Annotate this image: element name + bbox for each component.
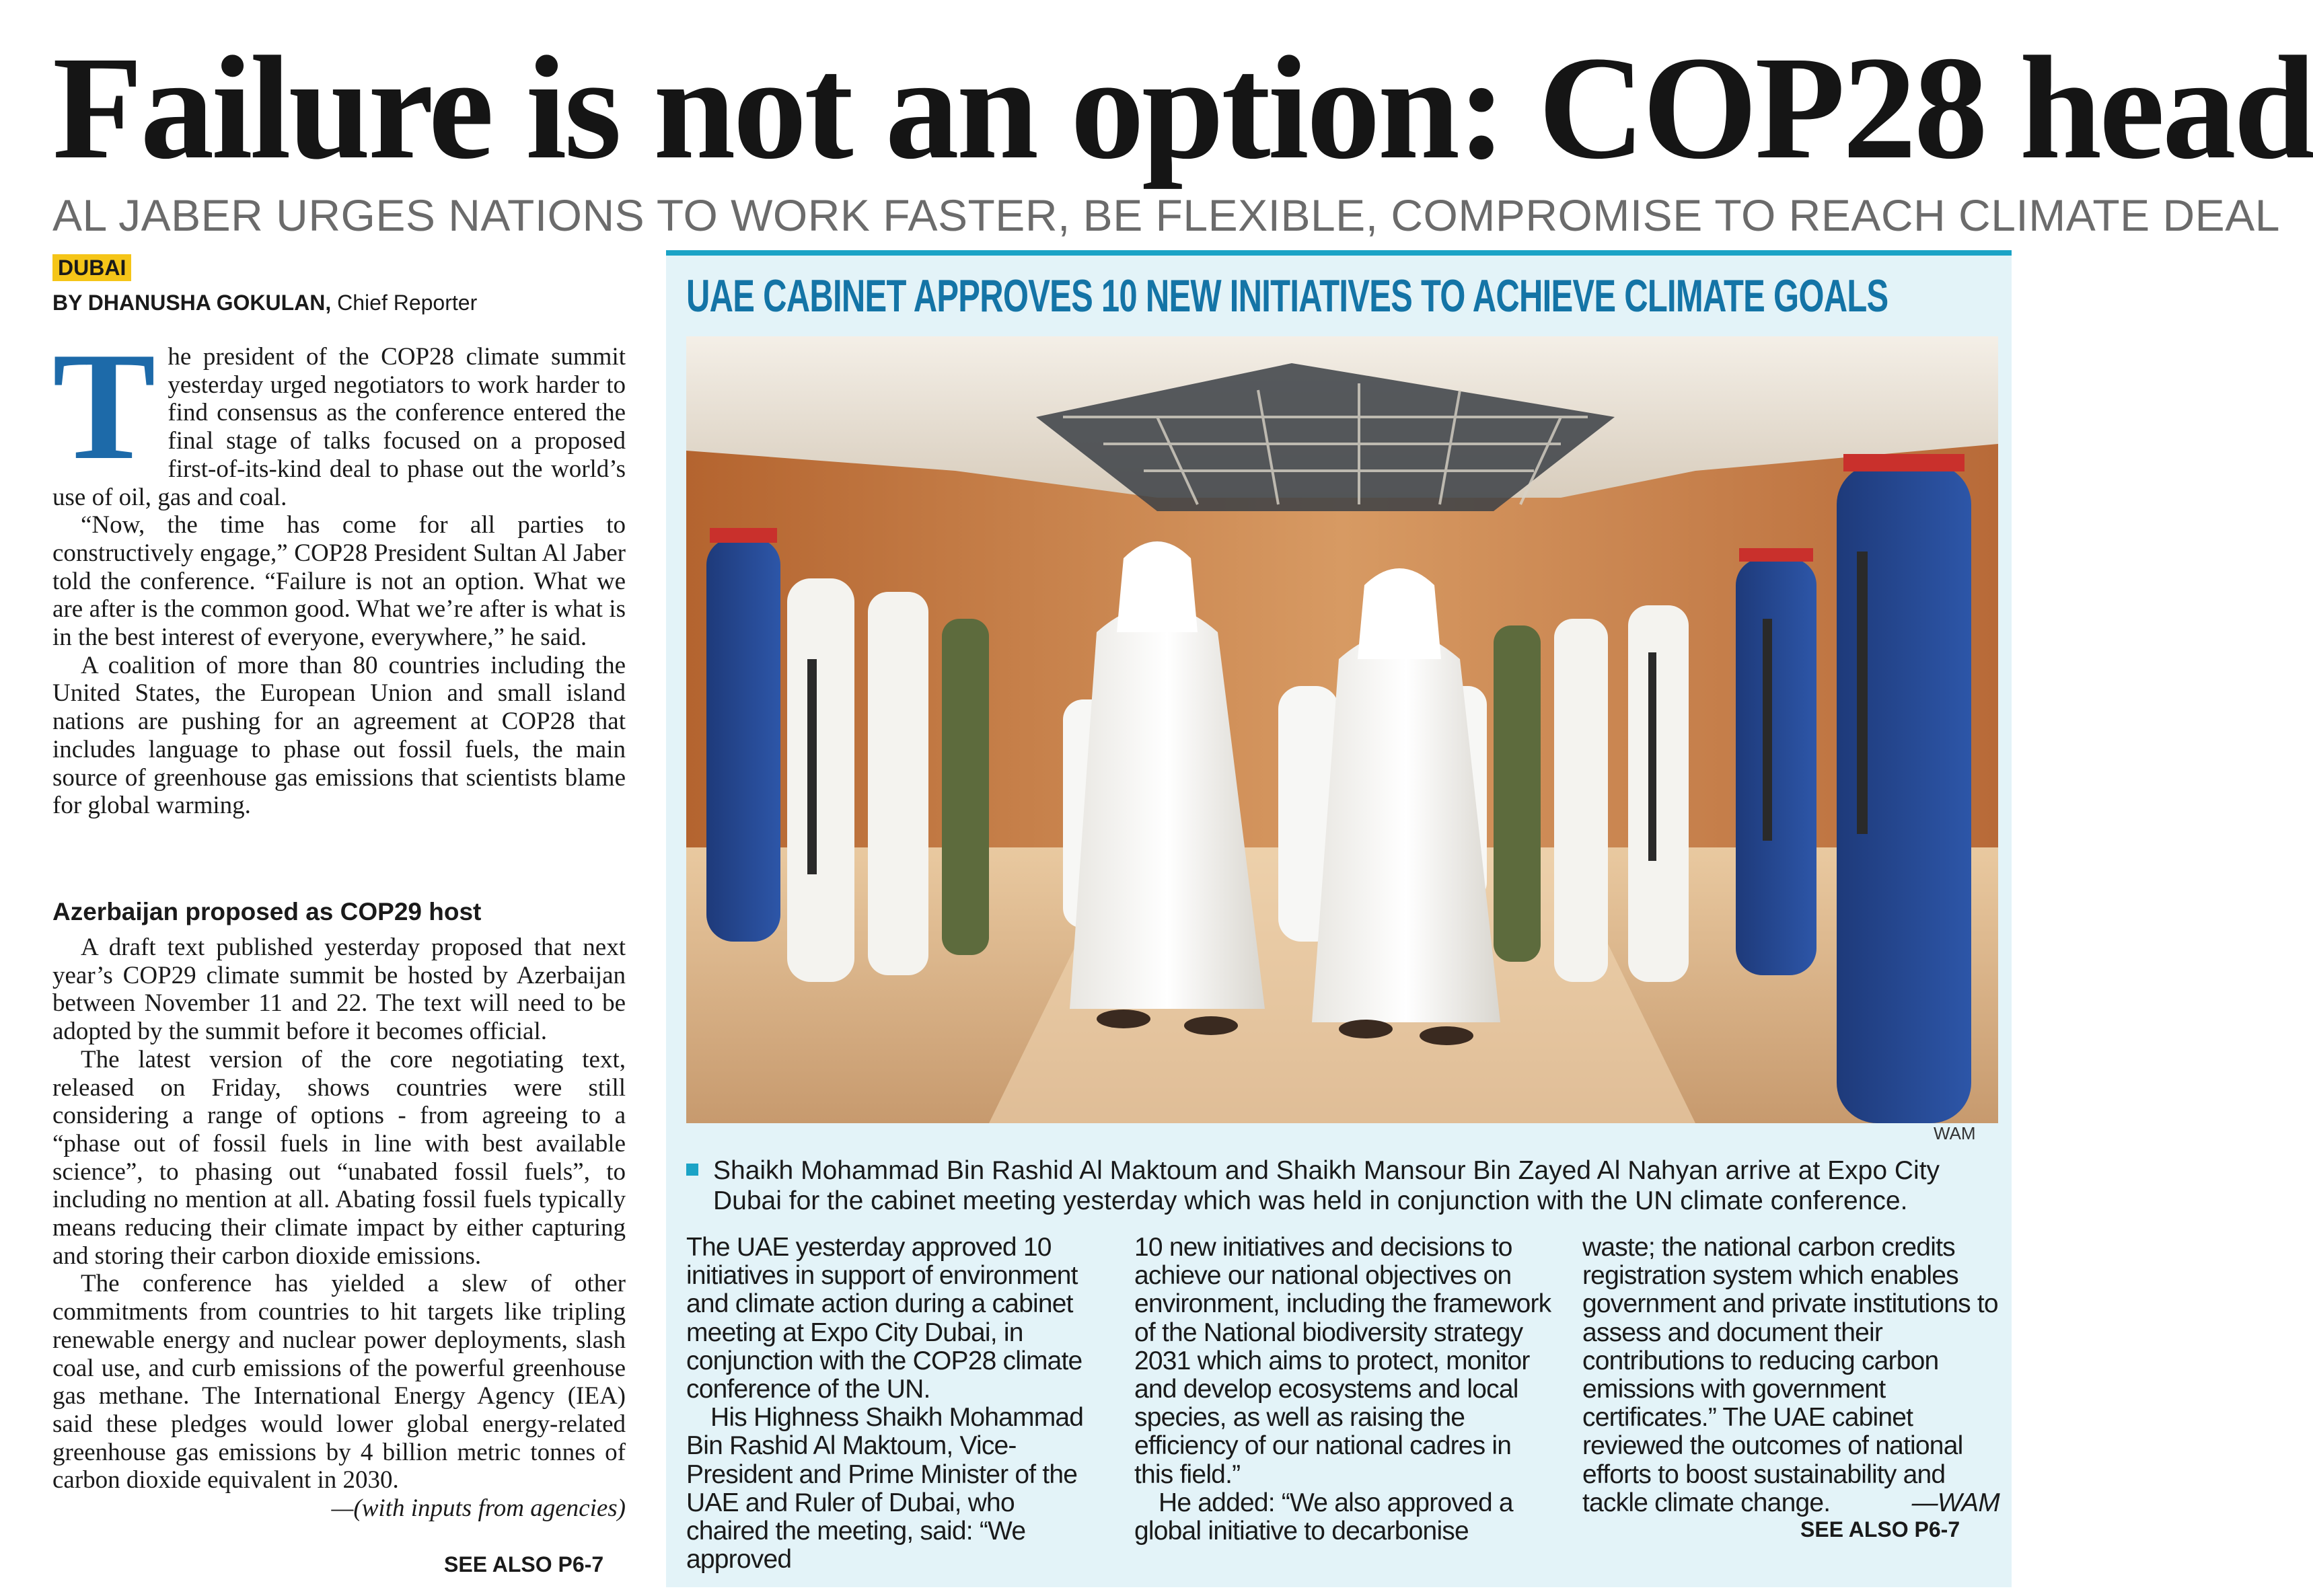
story-paragraph: he president of the COP28 climate summit yesterday urged negotiators to work harder to find consensus as the conference entered the final stage of talks focused on a proposed first-of-its-kind deal to phase out the world’s use of oil, gas and coal. — [52, 343, 626, 511]
sidebar-paragraph — [1582, 1233, 1999, 1517]
sidebar-paragraph-text: waste; the national carbon credits registration system which enables government and private institutions to assess and document their contributions to reducing carbon emissions with government certificates.” The UAE cabinet reviewed the outcomes of national efforts to boost sustainability and tackle climate change. — [1582, 1233, 1998, 1517]
dateline-badge: DUBAI — [52, 254, 131, 281]
headline: Failure is not an option: COP28 head — [52, 26, 2313, 190]
byline-author: BY DHANUSHA GOKULAN, — [52, 291, 332, 315]
subheadline: AL JABER URGES NATIONS TO WORK FASTER, BE FLEXIBLE, COMPROMISE TO REACH CLIMATE DEAL — [52, 190, 2280, 240]
see-also-link[interactable]: SEE ALSO P6-7 — [1800, 1517, 1960, 1542]
main-story-body — [52, 320, 626, 820]
photo-credit: WAM — [1934, 1123, 1976, 1143]
story-subhead: Azerbaijan proposed as COP29 host — [52, 898, 482, 925]
see-also-link[interactable]: SEE ALSO P6-7 — [444, 1552, 604, 1576]
sidebar-column-2 — [1134, 1233, 1551, 1546]
caption-bullet-icon — [686, 1164, 698, 1176]
story-paragraph — [52, 1270, 626, 1523]
story-paragraph: The latest version of the core negotiating text, released on Friday, shows countries were still considering a range of options - from agreeing to a “phase out of fossil fuels in line with best available science”, to phasing out “unabated fossil fuels”, to including no mention at all. Abating fossil fuels typically means reducing their climate impact by either capturing and storing their carbon dioxide emissions. — [52, 1045, 626, 1270]
sidebar-signoff: —WAM — [1911, 1488, 1999, 1517]
sidebar-headline: UAE CABINET APPROVES 10 NEW INITIATIVES TO ACHIEVE CLIMATE GOALS — [686, 270, 1888, 321]
sidebar-paragraph: He added: “We also approved a global initiative to decarbonise — [1134, 1488, 1513, 1546]
story-paragraph-text: The conference has yielded a slew of other commitments from countries to hit targets like tripling renewable energy and nuclear power deployments, slash coal use, and curb emissions of the powerful greenhouse gas methane. The International Energy Agency (IEA) said these pledges would lower global energy-related greenhouse gas emissions by 4 billion metric tonnes of carbon dioxide equivalent in 2030. — [52, 1270, 626, 1494]
drop-cap: T — [52, 320, 156, 492]
byline — [52, 289, 477, 316]
byline-role: Chief Reporter — [337, 291, 478, 315]
story-paragraph: A coalition of more than 80 countries including the United States, the European Union and small island nations are pushing for an agreement at COP28 that includes language to phase out fossil fuels, the main source of greenhouse gas emissions that scientists blame for global warming. — [52, 651, 626, 820]
sidebar-paragraph: His Highness Shaikh Mohammad Bin Rashid Al Maktoum, Vice-President and Prime Minister of the UAE and Ruler of Dubai, who chaired the meeting, said: “We approved — [686, 1403, 1084, 1574]
main-story-body-continued — [52, 934, 626, 1523]
story-paragraph: A draft text published yesterday proposed that next year’s COP29 climate summit be hosted by Azerbaijan between November 11 and 22. The text will need to be adopted by the summit before it becomes official. — [52, 934, 626, 1046]
photo-caption — [686, 1155, 1998, 1216]
sidebar-paragraph: 10 new initiatives and decisions to achieve our national objectives on environment, including the framework of the National biodiversity strategy 2031 which aims to protect, monitor and develop ecosystems and local species, as well as raising the efficiency of our national cadres in this field.” — [1134, 1233, 1551, 1489]
caption-line-1: Shaikh Mohammad Bin Rashid Al Maktoum and Shaikh Mansour Bin Zayed Al Nahyan arrive at Expo City — [713, 1156, 1940, 1185]
caption-line-2: Dubai for the cabinet meeting yesterday which was held in conjunction with the UN climate conference. — [713, 1186, 1908, 1215]
story-paragraph: “Now, the time has come for all parties to constructively engage,” COP28 President Sultan Al Jaber told the conference. “Failure is not an option. What we are after is the common good. What we’re after is what is in the best interest of everyone, everywhere,” he said. — [52, 511, 626, 652]
sidebar-column-1 — [686, 1233, 1103, 1574]
story-signoff: —(with inputs from agencies) — [331, 1494, 626, 1523]
sidebar-column-3 — [1582, 1233, 1999, 1517]
sidebar-paragraph: The UAE yesterday approved 10 initiatives in support of environment and climate action during a cabinet meeting at Expo City Dubai, in conjunction with the COP28 climate conference of the UN. — [686, 1233, 1082, 1404]
news-photo — [686, 336, 1998, 1123]
